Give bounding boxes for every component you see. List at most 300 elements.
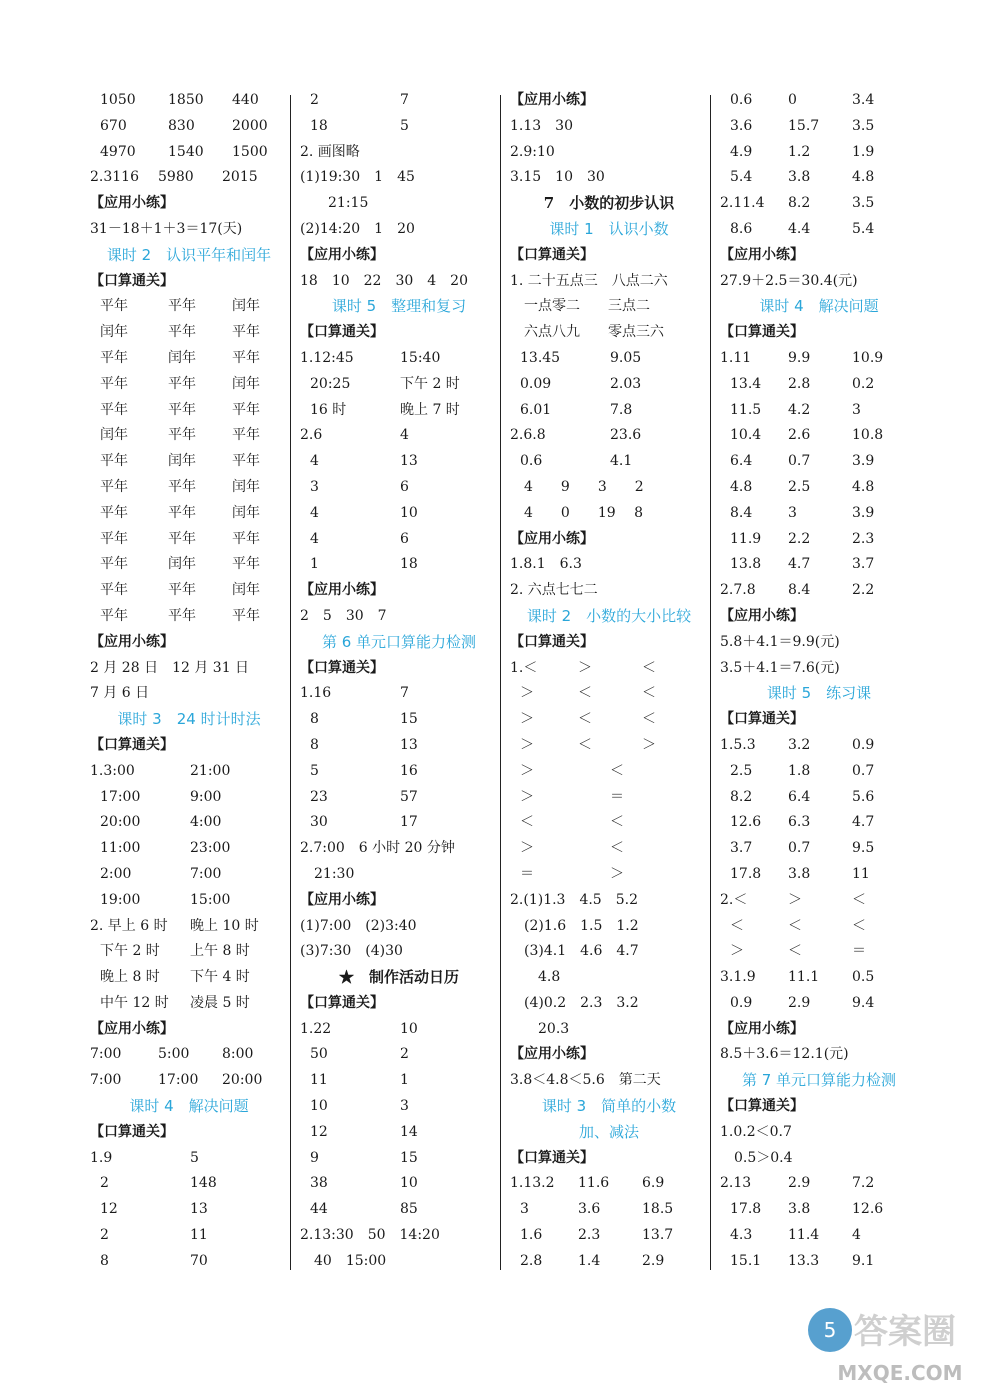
answer-cell: 7.8 — [610, 401, 633, 418]
answer-cell: 670 — [100, 117, 127, 134]
answer-line: (4)0.2 2.3 3.2 — [510, 994, 639, 1011]
answer-line: 六点八九 零点三六 — [510, 324, 664, 341]
answer-row — [90, 88, 288, 114]
answer-cell: 0.7 — [788, 453, 811, 470]
answer-row — [300, 114, 498, 140]
answer-cell: 5.6 — [852, 788, 875, 805]
answer-row — [510, 1171, 708, 1197]
answer-cell: 8.6 — [730, 220, 753, 237]
lesson-title: 课时 5 整理和复习 — [331, 297, 467, 316]
column-divider-3 — [710, 95, 711, 1270]
answer-cell: 2 — [400, 1046, 409, 1063]
answer-row — [90, 398, 288, 424]
answer-row — [90, 939, 288, 965]
answer-row — [90, 320, 288, 346]
answer-cell: 440 — [232, 92, 259, 108]
answer-row — [90, 604, 288, 630]
answer-cell: 下午 4 时 — [190, 969, 250, 986]
answer-row — [720, 1171, 918, 1197]
answer-row — [90, 140, 288, 166]
answer-line: (3)4.1 4.6 4.7 — [510, 943, 639, 960]
answer-line: 1.8.1 6.3 — [510, 556, 582, 573]
answer-row — [90, 449, 288, 475]
answer-cell: 85 — [400, 1201, 418, 1218]
answer-cell: 1.16 — [300, 685, 332, 702]
answer-row — [720, 733, 918, 759]
answer-cell: ＝ — [852, 943, 866, 960]
answer-line: 21:30 — [300, 865, 355, 882]
answer-cell: 13 — [190, 1201, 208, 1218]
answer-cell: 7:00 — [190, 865, 222, 882]
unit-title: 7 小数的初步认识 — [543, 194, 675, 213]
lesson-title: 第 6 单元口算能力检测 — [321, 632, 477, 651]
answer-cell: 3.7 — [730, 840, 753, 857]
answer-cell: 4.8 — [852, 169, 875, 186]
section-header: 【口算通关】 — [720, 711, 804, 728]
answer-cell: 2.3 — [578, 1227, 601, 1244]
answer-row — [300, 733, 498, 759]
answer-cell: 2.6 — [300, 427, 323, 444]
lesson-title: 课时 5 练习课 — [766, 684, 872, 703]
answer-row — [90, 501, 288, 527]
answer-row — [720, 88, 918, 114]
answer-cell: 4:00 — [190, 814, 222, 831]
answer-cell: 9.9 — [788, 349, 811, 366]
answer-cell: 15 — [400, 1149, 418, 1166]
answer-cell: 12 — [100, 1201, 118, 1218]
answer-row — [90, 836, 288, 862]
answer-line: 4 9 3 2 — [510, 478, 644, 495]
answer-cell: 平年 — [100, 298, 128, 315]
answer-cell: 11.5 — [730, 401, 762, 418]
answer-column-2 — [300, 88, 498, 1275]
answer-cell: ＜ — [578, 711, 592, 728]
answer-row — [90, 346, 288, 372]
answer-row — [90, 991, 288, 1017]
answer-cell: 闰年 — [232, 504, 260, 521]
answer-cell: 9.1 — [852, 1252, 875, 1269]
answer-cell: 0.7 — [852, 762, 875, 779]
answer-line: 1. 二十五点三 八点二六 — [510, 272, 668, 289]
answer-row — [720, 991, 918, 1017]
answer-cell: ＜ — [520, 814, 534, 831]
answer-cell: 1050 — [100, 92, 136, 108]
answer-row — [300, 423, 498, 449]
section-header: 【应用小练】 — [510, 530, 594, 547]
answer-cell: 10.9 — [852, 349, 884, 366]
answer-cell: 3.5 — [852, 195, 875, 212]
answer-row — [510, 759, 708, 785]
answer-cell: 闰年 — [232, 478, 260, 495]
answer-cell: 4.4 — [788, 220, 811, 237]
lesson-title: 课时 3 24 时计时法 — [117, 710, 261, 729]
answer-line: 1.0.2＜0.7 — [720, 1123, 792, 1140]
answer-row — [720, 836, 918, 862]
section-header: 【口算通关】 — [300, 659, 384, 676]
answer-cell: 2.03 — [610, 375, 642, 392]
answer-row — [90, 1197, 288, 1223]
answer-cell: 44 — [310, 1201, 328, 1218]
answer-cell: 10.8 — [852, 427, 884, 444]
answer-cell: 平年 — [100, 401, 128, 418]
answer-cell: 2015 — [222, 169, 258, 186]
section-header: 【口算通关】 — [300, 324, 384, 341]
answer-cell: 10 — [400, 504, 418, 521]
answer-cell: 57 — [400, 788, 418, 805]
answer-cell: 平年 — [168, 375, 196, 392]
answer-line: 3.5＋4.1＝7.6(元) — [720, 659, 840, 676]
answer-cell: 平年 — [232, 427, 260, 444]
answer-cell: ＜ — [852, 917, 866, 934]
section-header: 【口算通关】 — [510, 246, 594, 263]
answer-cell: 13 — [400, 736, 418, 753]
answer-row — [300, 1042, 498, 1068]
answer-cell: ＝ — [610, 788, 624, 805]
answer-cell: 2 — [100, 1227, 109, 1244]
answer-cell: 1.2 — [788, 143, 811, 160]
answer-row — [90, 294, 288, 320]
answer-cell: ＞ — [520, 762, 534, 779]
answer-cell: 1.11 — [720, 349, 752, 366]
answer-line: 1.13 30 — [510, 117, 573, 134]
answer-cell: 7 — [400, 92, 409, 108]
answer-cell: 5.4 — [730, 169, 753, 186]
answer-cell: 3.8 — [788, 169, 811, 186]
answer-cell: 6.9 — [642, 1175, 665, 1192]
answer-row — [720, 114, 918, 140]
answer-cell: 1.3:00 — [90, 762, 135, 779]
answer-row — [90, 423, 288, 449]
answer-cell: 11.4 — [788, 1227, 820, 1244]
section-header: 【应用小练】 — [720, 246, 804, 263]
answer-row — [510, 1223, 708, 1249]
answer-cell: 8:00 — [222, 1046, 254, 1063]
answer-cell: 1.8 — [788, 762, 811, 779]
answer-cell: 5980 — [158, 169, 194, 186]
answer-cell: 9 — [310, 1149, 319, 1166]
answer-line: 2 月 28 日 12 月 31 日 — [90, 659, 250, 676]
answer-cell: 1.6 — [520, 1227, 543, 1244]
answer-cell: 1.＜ — [510, 659, 538, 676]
answer-cell: 2:00 — [100, 865, 132, 882]
answer-row — [720, 914, 918, 940]
answer-cell: 11 — [190, 1227, 208, 1244]
answer-cell: 平年 — [100, 530, 128, 547]
answer-cell: ＜ — [610, 840, 624, 857]
answer-row — [90, 810, 288, 836]
answer-cell: 3.9 — [852, 453, 875, 470]
section-header: 【应用小练】 — [300, 246, 384, 263]
answer-cell: 4 — [310, 530, 319, 547]
answer-cell: 平年 — [168, 504, 196, 521]
answer-cell: 5:00 — [158, 1046, 190, 1063]
answer-cell: 8.4 — [730, 504, 753, 521]
column-divider-2 — [500, 95, 501, 1270]
answer-cell: 晚上 8 时 — [100, 969, 160, 986]
answer-cell: 15 — [400, 711, 418, 728]
answer-row — [300, 88, 498, 114]
answer-row — [90, 1068, 288, 1094]
answer-cell: 0.5 — [852, 969, 875, 986]
answer-row — [720, 862, 918, 888]
answer-row — [300, 1146, 498, 1172]
answer-cell: 3 — [852, 401, 861, 418]
watermark-url: MXQE.COM — [837, 1361, 963, 1385]
answer-row — [510, 836, 708, 862]
answer-row — [300, 1197, 498, 1223]
answer-row — [300, 527, 498, 553]
answer-cell: 平年 — [168, 607, 196, 624]
answer-cell: 6.4 — [788, 788, 811, 805]
answer-row — [720, 372, 918, 398]
answer-cell: 3 — [520, 1201, 529, 1218]
answer-cell: 3.7 — [852, 556, 875, 573]
answer-cell: ＞ — [520, 788, 534, 805]
answer-row — [300, 475, 498, 501]
answer-row — [300, 1120, 498, 1146]
answer-cell: 平年 — [168, 401, 196, 418]
answer-cell: 平年 — [232, 324, 260, 341]
answer-row — [510, 656, 708, 682]
answer-row — [720, 888, 918, 914]
answer-cell: 6 — [400, 530, 409, 547]
answer-cell: 2.3 — [852, 530, 875, 547]
answer-line: 18 10 22 30 4 20 — [300, 272, 468, 289]
answer-column-3 — [510, 88, 708, 1275]
answer-cell: 6.4 — [730, 453, 753, 470]
answer-cell: 50 — [310, 1046, 328, 1063]
unit-title: ★ 制作活动日历 — [338, 968, 459, 987]
section-header: 【口算通关】 — [300, 994, 384, 1011]
answer-cell: 11 — [852, 865, 870, 882]
answer-cell: 平年 — [168, 582, 196, 599]
answer-cell: 闰年 — [232, 582, 260, 599]
answer-cell: 9.4 — [852, 994, 875, 1011]
answer-row — [90, 914, 288, 940]
answer-cell: 8 — [310, 711, 319, 728]
answer-cell: 平年 — [168, 298, 196, 315]
answer-cell: ＜ — [610, 814, 624, 831]
lesson-title: 第 7 单元口算能力检测 — [741, 1071, 897, 1090]
answer-cell: 5 — [400, 117, 409, 134]
answer-cell: 晚上 7 时 — [400, 401, 460, 418]
answer-row — [90, 1042, 288, 1068]
answer-cell: 平年 — [232, 401, 260, 418]
answer-line: (1)7:00 (2)3:40 — [300, 917, 417, 934]
section-header: 【口算通关】 — [90, 1123, 174, 1140]
answer-row — [720, 140, 918, 166]
answer-cell: ＞ — [520, 736, 534, 753]
answer-cell: 1500 — [232, 143, 268, 160]
answer-cell: 3.6 — [578, 1201, 601, 1218]
answer-row — [300, 1094, 498, 1120]
answer-cell: 13.3 — [788, 1252, 820, 1269]
answer-cell: 2 — [100, 1175, 109, 1192]
answer-row — [90, 1223, 288, 1249]
answer-cell: 4.3 — [730, 1227, 753, 1244]
answer-cell: 闰年 — [168, 556, 196, 573]
answer-row — [300, 681, 498, 707]
answer-row — [510, 398, 708, 424]
answer-cell: 15:40 — [400, 349, 441, 366]
answer-cell: ＜ — [730, 917, 744, 934]
answer-cell: 38 — [310, 1175, 328, 1192]
answer-line: 4 0 19 8 — [510, 504, 643, 521]
answer-line: (2)1.6 1.5 1.2 — [510, 917, 639, 934]
answer-cell: ＜ — [642, 659, 656, 676]
answer-row — [720, 578, 918, 604]
answer-cell: 21:00 — [190, 762, 231, 779]
section-header: 【口算通关】 — [90, 272, 174, 289]
answer-cell: 平年 — [232, 530, 260, 547]
watermark-logo — [790, 1295, 990, 1390]
answer-line: 5.8＋4.1＝9.9(元) — [720, 633, 840, 650]
section-header: 【应用小练】 — [90, 633, 174, 650]
answer-cell: 18 — [400, 556, 418, 573]
answer-cell: 7 — [400, 685, 409, 702]
answer-cell: 4.7 — [788, 556, 811, 573]
answer-cell: 2.2 — [852, 582, 875, 599]
answer-cell: ＞ — [610, 865, 624, 882]
answer-line: 2. 六点七七二 — [510, 582, 598, 599]
answer-cell: 4.8 — [730, 478, 753, 495]
answer-cell: ＞ — [520, 711, 534, 728]
answer-row — [720, 759, 918, 785]
answer-cell: 2.2 — [788, 530, 811, 547]
answer-cell: 17.8 — [730, 1201, 762, 1218]
answer-cell: ＞ — [730, 943, 744, 960]
answer-cell: 9.5 — [852, 840, 875, 857]
answer-cell: 平年 — [100, 607, 128, 624]
answer-row — [720, 527, 918, 553]
answer-line: 2 5 30 7 — [300, 607, 387, 624]
answer-cell: 3.5 — [852, 117, 875, 134]
answer-cell: 1 — [400, 1072, 409, 1089]
answer-cell: 2.9 — [642, 1252, 665, 1269]
answer-row — [300, 759, 498, 785]
answer-line: 7 月 6 日 — [90, 685, 150, 702]
answer-cell: 148 — [190, 1175, 217, 1192]
answer-column-1 — [90, 88, 288, 1275]
lesson-title: 加、减法 — [578, 1122, 639, 1141]
answer-cell: 0.2 — [852, 375, 875, 392]
answer-cell: 15.7 — [788, 117, 820, 134]
answer-cell: 3.8 — [788, 1201, 811, 1218]
answer-cell: 15:00 — [190, 891, 231, 908]
answer-row — [90, 552, 288, 578]
answer-cell: 闰年 — [232, 298, 260, 315]
answer-cell: 闰年 — [100, 427, 128, 444]
answer-cell: 2.13 — [720, 1175, 752, 1192]
answer-cell: ＜ — [642, 711, 656, 728]
answer-row — [90, 114, 288, 140]
answer-cell: 平年 — [100, 375, 128, 392]
page-number: 5 — [823, 1318, 837, 1342]
answer-cell: 平年 — [100, 349, 128, 366]
answer-cell: 0.7 — [788, 840, 811, 857]
answer-row — [300, 785, 498, 811]
answer-cell: 1 — [310, 556, 319, 573]
section-header: 【应用小练】 — [720, 607, 804, 624]
answer-cell: 平年 — [232, 453, 260, 470]
answer-line: 40 15:00 — [300, 1252, 387, 1269]
answer-cell: 10 — [400, 1020, 418, 1037]
answer-row — [90, 578, 288, 604]
answer-row — [90, 965, 288, 991]
answer-row — [720, 165, 918, 191]
answer-cell: 2.3116 — [90, 169, 139, 186]
answer-cell: ＞ — [520, 840, 534, 857]
answer-cell: ＞ — [788, 891, 802, 908]
section-header: 【口算通关】 — [720, 1098, 804, 1115]
answer-cell: 2.8 — [788, 375, 811, 392]
answer-cell: 平年 — [232, 607, 260, 624]
answer-cell: 2.5 — [788, 478, 811, 495]
answer-cell: 16 时 — [310, 401, 347, 418]
answer-cell: 10 — [310, 1098, 328, 1115]
answer-row — [510, 1197, 708, 1223]
answer-cell: 8.2 — [788, 195, 811, 212]
answer-cell: 平年 — [100, 478, 128, 495]
answer-cell: 1.5.3 — [720, 736, 756, 753]
answer-line: 2. 画图略 — [300, 143, 360, 160]
answer-row — [510, 1249, 708, 1275]
answer-cell: 12.6 — [852, 1201, 884, 1218]
section-header: 【应用小练】 — [90, 195, 174, 212]
answer-row — [90, 1146, 288, 1172]
answer-line: 3.8＜4.8＜5.6 第二天 — [510, 1072, 661, 1089]
answer-row — [720, 346, 918, 372]
section-header: 【应用小练】 — [720, 1020, 804, 1037]
answer-cell: 1.9 — [852, 143, 875, 160]
section-header: 【口算通关】 — [720, 324, 804, 341]
lesson-title: 课时 2 认识平年和闰年 — [106, 245, 272, 264]
answer-cell: 830 — [168, 117, 195, 134]
answer-cell: 4.2 — [788, 401, 811, 418]
answer-row — [510, 372, 708, 398]
answer-row — [720, 785, 918, 811]
answer-row — [720, 939, 918, 965]
answer-cell: 4.1 — [610, 453, 633, 470]
answer-cell: 2.9 — [788, 1175, 811, 1192]
answer-line: 4.8 — [510, 969, 561, 986]
answer-cell: 平年 — [168, 427, 196, 444]
answer-row — [90, 372, 288, 398]
answer-cell: 0 — [788, 92, 797, 108]
answer-row — [90, 527, 288, 553]
answer-cell: 13 — [400, 453, 418, 470]
answer-row — [720, 398, 918, 424]
column-divider-1 — [290, 95, 291, 1270]
answer-cell: 闰年 — [168, 453, 196, 470]
answer-cell: 70 — [190, 1252, 208, 1269]
answer-cell: 平年 — [232, 556, 260, 573]
answer-row — [90, 1171, 288, 1197]
answer-row — [510, 681, 708, 707]
answer-cell: 1.4 — [578, 1252, 601, 1269]
answer-line: 一点零二 三点二 — [510, 298, 650, 315]
answer-cell: 4 — [310, 504, 319, 521]
answer-cell: 0.6 — [520, 453, 543, 470]
answer-cell: 3 — [788, 504, 797, 521]
answer-cell: 上午 8 时 — [190, 943, 250, 960]
answer-cell: 平年 — [100, 582, 128, 599]
answer-cell: ＞ — [642, 736, 656, 753]
answer-cell: 2000 — [232, 117, 268, 134]
answer-cell: 11.9 — [730, 530, 762, 547]
answer-cell: 2.7.8 — [720, 582, 756, 599]
answer-cell: 平年 — [168, 478, 196, 495]
